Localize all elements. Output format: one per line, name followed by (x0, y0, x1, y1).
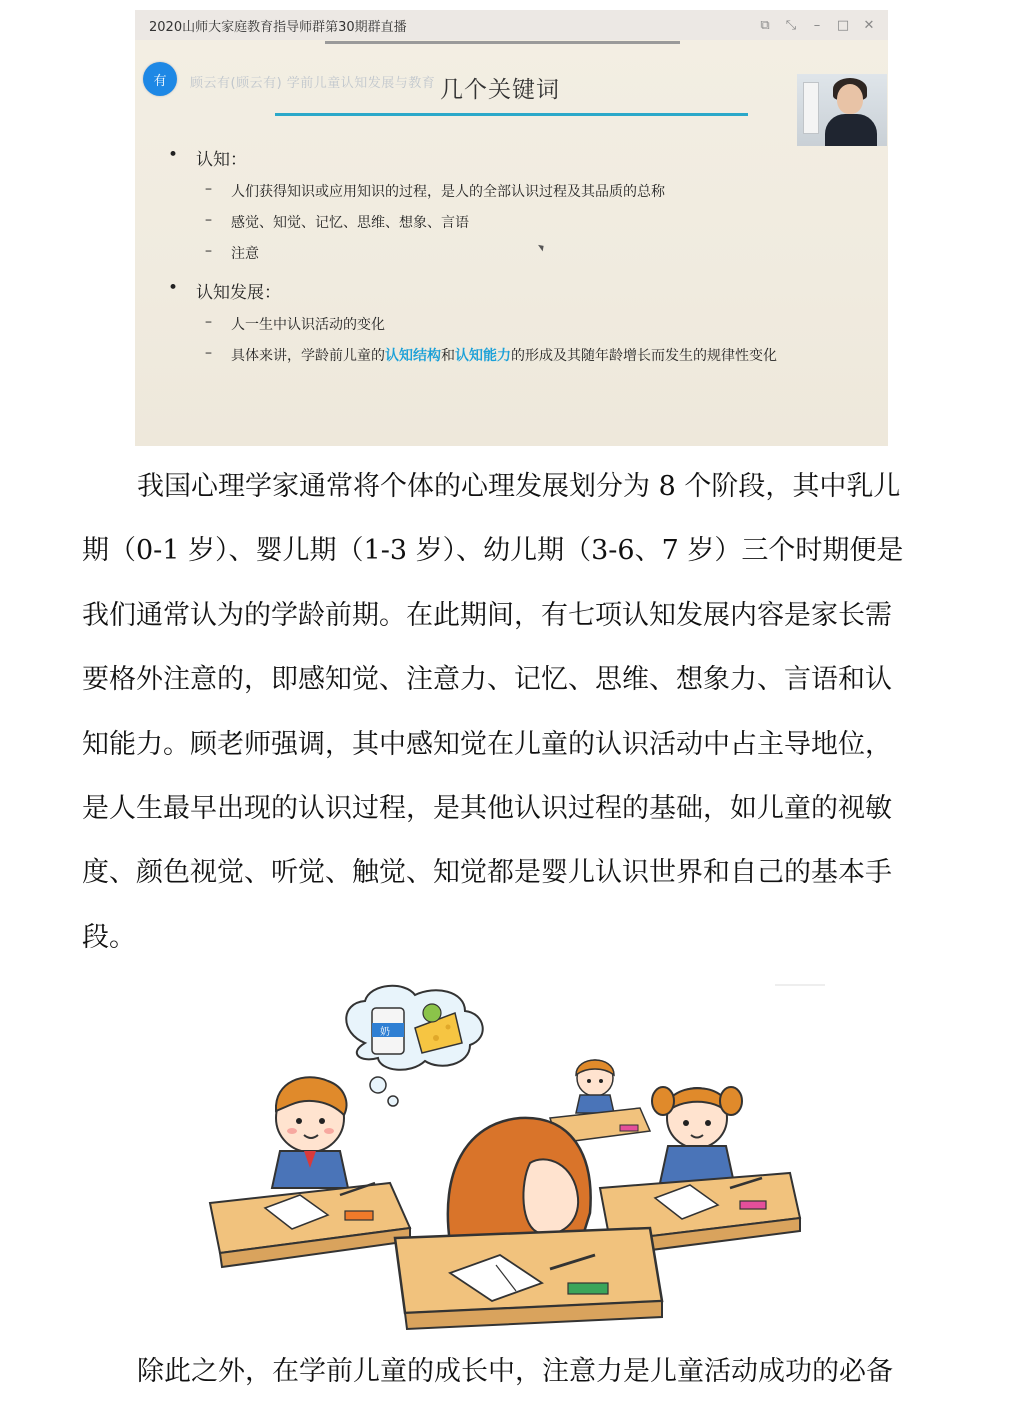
front-eraser-icon (568, 1283, 608, 1294)
presenter-logo-icon: 有 (143, 62, 177, 96)
presentation-slide (135, 40, 888, 446)
thought-bubble (346, 986, 482, 1106)
paragraph-line (82, 777, 940, 841)
right-eraser-icon (740, 1201, 766, 1209)
back-eraser-icon (620, 1125, 638, 1131)
dash-icon: – (205, 345, 212, 361)
subitem-text-pre: 具体来讲，学龄前儿童的 (231, 348, 385, 364)
line-text: 段。 (82, 921, 136, 953)
dash-icon: – (205, 243, 212, 259)
bullet-heading: 认知发展： (196, 283, 281, 303)
fruit-icon (423, 1004, 441, 1022)
article-paragraph-2 (82, 1340, 940, 1404)
dash-icon: – (205, 212, 212, 228)
line-text: 是人生最早出现的认识过程，是其他认识过程的基础，如儿童的视敏 (82, 792, 892, 824)
minimize-icon[interactable]: – (813, 17, 821, 33)
line-text: 要格外注意的，即感知觉、注意力、记忆、思维、想象力、言语和认 (82, 664, 892, 696)
line-text: 除此之外，在学前儿童的成长中，注意力是儿童活动成功的必备 (137, 1356, 893, 1387)
paragraph-line (82, 455, 940, 519)
maximize-icon[interactable]: □ (836, 17, 850, 33)
presenter-face-shape (837, 84, 863, 114)
window-controls (752, 10, 882, 40)
webcam-thumbnail[interactable] (797, 74, 887, 146)
line-text: 期（0-1 岁）、婴儿期（1-3 岁）、幼儿期（3-6、7 岁）三个时期便是 (82, 535, 904, 567)
subitem-text: 感觉、知觉、记忆、思维、想象、言语 (231, 215, 469, 231)
paragraph-line (82, 584, 940, 648)
subitem-text (231, 345, 777, 365)
expand-icon[interactable]: ⤡ (785, 17, 797, 33)
front-desk (395, 1228, 662, 1313)
bullet-dot-icon: • (168, 145, 179, 165)
mouse-cursor-icon (538, 243, 546, 252)
window-titlebar (135, 10, 888, 40)
paragraph-line (82, 906, 940, 970)
slide-watermark: 顾云有(顾云有) 学前儿童认知发展与教育 (190, 76, 436, 91)
bullet-dot-icon: • (168, 278, 179, 298)
line-text: 知能力。顾老师强调，其中感知觉在儿童的认识活动中占主导地位， (82, 728, 892, 760)
slide-title: 几个关键词 (440, 77, 560, 103)
paragraph-line (82, 648, 940, 712)
slide-title-underline (275, 113, 748, 116)
right-girl-figure (652, 1087, 742, 1183)
live-stream-window (135, 10, 888, 446)
dash-icon: – (205, 181, 212, 197)
window-title: 2020山师大家庭教育指导师群第30期群直播 (149, 19, 407, 35)
subitem-text: 注意 (231, 246, 259, 262)
subitem-text-post: 的形成及其随年龄增长而发生的规律性变化 (511, 348, 777, 364)
presenter-body-shape (825, 114, 877, 146)
line-text: 我们通常认为的学龄前期。在此期间，有七项认知发展内容是家长需 (82, 599, 892, 631)
restore-down-icon[interactable]: ⧉ (760, 17, 770, 33)
dash-icon: – (205, 314, 212, 330)
left-boy-figure (272, 1077, 348, 1188)
paragraph-line (82, 519, 940, 583)
back-child-figure (576, 1060, 614, 1113)
left-eraser-icon (345, 1211, 373, 1220)
paragraph-line (82, 713, 940, 777)
highlight-cognitive-structure: 认知结构 (385, 348, 441, 364)
article-paragraph-1 (82, 455, 940, 970)
children-studying-illustration (200, 983, 830, 1333)
line-text: 我国心理学家通常将个体的心理发展划分为 8 个阶段，其中乳儿 (137, 471, 901, 502)
milk-label: 奶 (380, 1027, 390, 1038)
paragraph-line (82, 1340, 940, 1404)
line-text: 度、颜色视觉、听觉、触觉、知觉都是婴儿认识世界和自己的基本手 (82, 857, 892, 889)
slide-top-divider (325, 41, 680, 44)
close-icon[interactable]: ✕ (863, 17, 875, 33)
subitem-text: 人们获得知识或应用知识的过程，是人的全部认识过程及其品质的总称 (231, 184, 665, 200)
paragraph-line (82, 841, 940, 905)
subitem-text-mid: 和 (441, 348, 455, 364)
bookshelf-shape (803, 82, 819, 134)
subitem-text: 人一生中认识活动的变化 (231, 317, 385, 333)
bullet-heading: 认知： (196, 150, 247, 170)
highlight-cognitive-ability: 认知能力 (455, 348, 511, 364)
